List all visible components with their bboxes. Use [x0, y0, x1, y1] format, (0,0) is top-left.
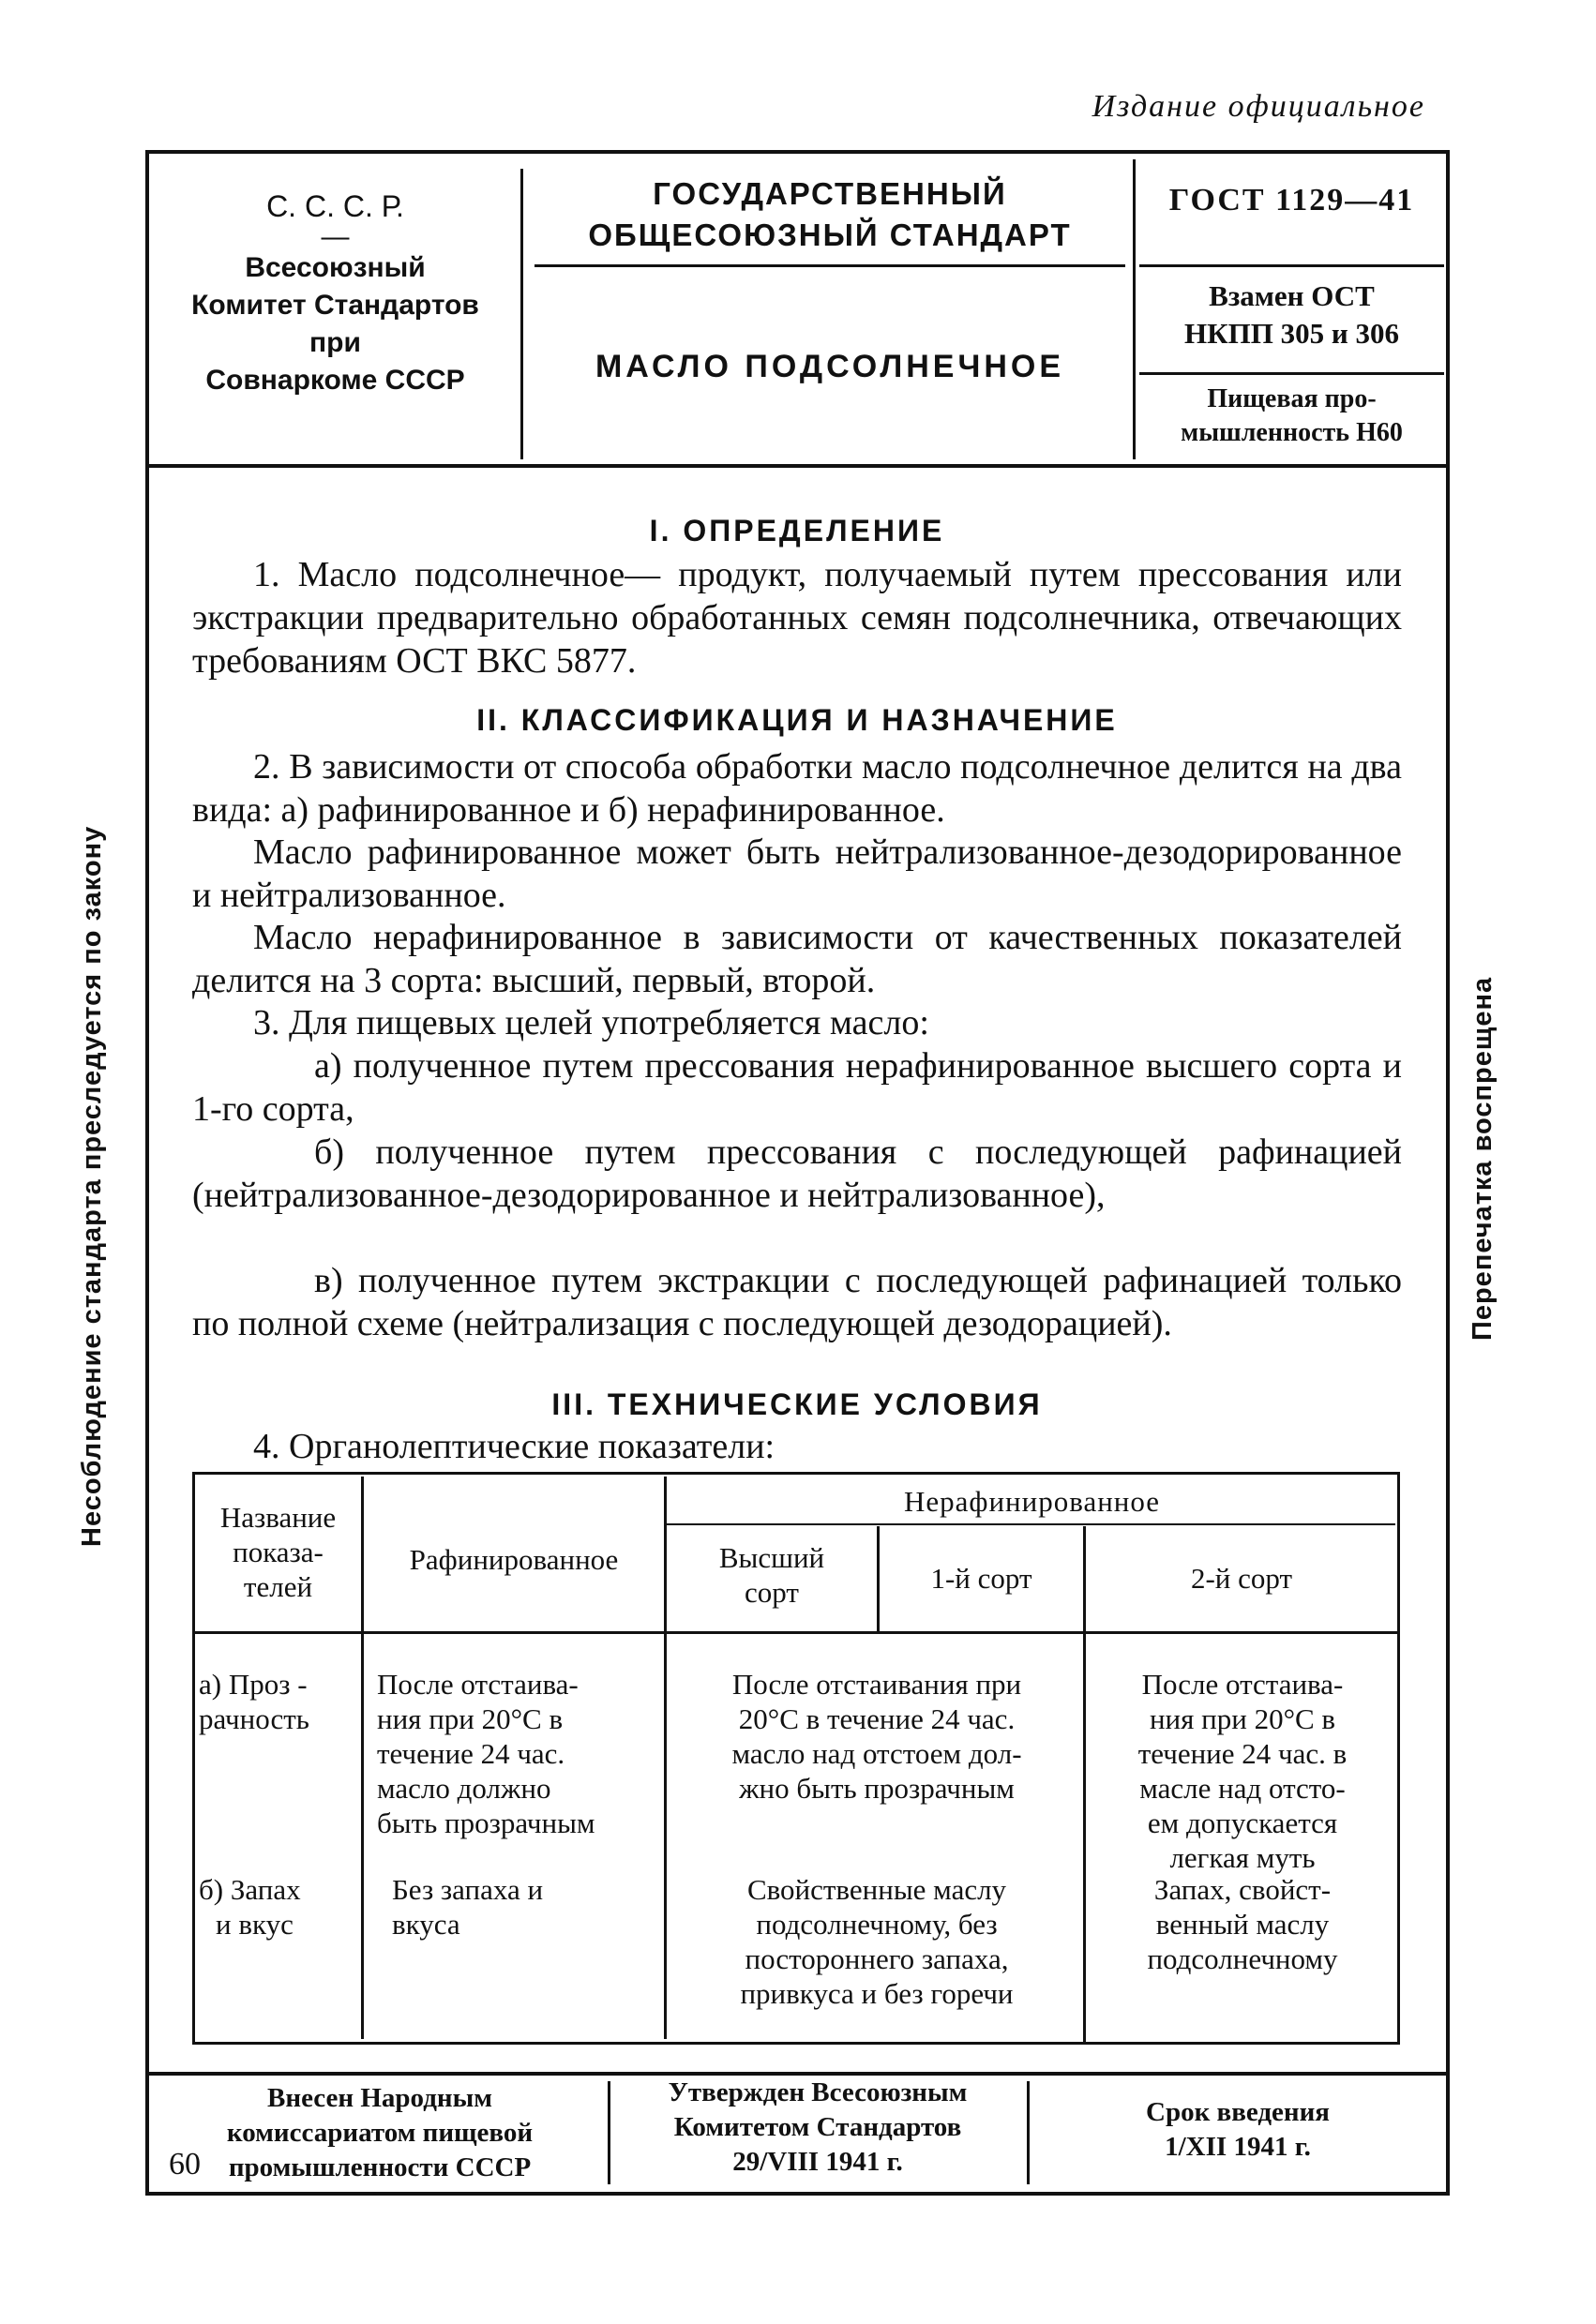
cell-line: Свойственные маслу	[746, 1873, 1007, 1906]
paragraph-3a: а) полученное путем прессования нерафинированное высшего сорта и 1-го сорта,	[192, 1046, 1402, 1129]
paragraph-1: 1. Масло подсолнечное— продукт, получаемый путем прессования или экстракции предварительно обработанных семян подсолнечника, отвечающих требованиям ОСТ ВКС 5877.	[192, 555, 1402, 681]
reprint-notice-margin: Перепечатка воспрещена	[1468, 976, 1498, 1341]
replaces-block	[1139, 277, 1444, 352]
section-heading: II. КЛАССИФИКАЦИЯ И НАЗНАЧЕНИЕ	[476, 703, 1118, 737]
paragraph-2b: Масло рафинированное может быть нейтрализованное-дезодорированное и нейтрализованное.	[192, 832, 1402, 915]
header-line: показа-	[233, 1536, 324, 1568]
row-name-clarity	[199, 1667, 360, 1736]
cell-line: б) Запах	[199, 1873, 301, 1906]
cell-line: быть прозрачным	[377, 1807, 595, 1839]
header-center-rule	[535, 264, 1125, 267]
cell-line: ем допускается	[1147, 1807, 1338, 1839]
header-center-title	[530, 173, 1130, 256]
footer-line: Срок введения	[1146, 2097, 1330, 2127]
cell-line: течение 24 час. в	[1137, 1737, 1348, 1770]
footer-line: 29/VIII 1941 г.	[732, 2147, 903, 2177]
legal-notice-margin: Несоблюдение стандарта преследуется по закону	[77, 825, 107, 1547]
footer-approved	[611, 2076, 1024, 2180]
cell-line: а) Проз -	[199, 1668, 308, 1701]
header-line: сорт	[745, 1576, 799, 1609]
org-line: Всесоюзный	[245, 252, 426, 283]
cell-line: ния при 20°С в	[377, 1702, 564, 1735]
cell-line: 20°С в течение 24 час.	[738, 1702, 1016, 1735]
org-line: Совнаркоме СССР	[205, 365, 465, 396]
org-line: при	[309, 327, 361, 358]
row-smell-grade2	[1088, 1872, 1397, 1976]
edition-label: Издание официальное	[1092, 89, 1425, 124]
industry-line: Пищевая про-	[1207, 384, 1377, 413]
cell-line: легкая муть	[1169, 1841, 1316, 1874]
row-clarity-refined	[377, 1667, 663, 1840]
footer-line: Утвержден Всесоюзным	[668, 2077, 968, 2107]
header-right-rule-1	[1139, 264, 1444, 267]
header-right-rule-2	[1139, 372, 1444, 375]
header-line: телей	[243, 1570, 313, 1603]
cell-line: жно быть прозрачным	[739, 1772, 1015, 1805]
cell-line: масло должно	[377, 1772, 551, 1805]
footer-line: Комитетом Стандартов	[673, 2112, 962, 2142]
page-number: 60	[169, 2147, 201, 2182]
cell-line: венный маслу	[1155, 1908, 1330, 1941]
footer-line: Внесен Народным	[267, 2083, 492, 2113]
dash: —	[321, 221, 350, 252]
header-divider-1	[520, 169, 523, 459]
frame-left-line	[145, 150, 149, 2194]
table-header-bottom-line	[192, 1631, 1400, 1634]
section-heading: I. ОПРЕДЕЛЕНИЕ	[649, 514, 945, 547]
gost-number: ГОСТ 1129—41	[1168, 183, 1415, 217]
cell-line: После отстаивания при	[731, 1668, 1022, 1701]
cell-line: вкуса	[392, 1908, 460, 1941]
cell-line: подсолнечному	[1147, 1942, 1338, 1975]
cell-line: масло над отстоем дол-	[731, 1737, 1022, 1770]
footer-line: 1/XII 1941 г.	[1165, 2132, 1311, 2162]
cell-line: и вкус	[216, 1908, 294, 1941]
row-smell-grades-top-1	[670, 1872, 1083, 2011]
table-col-divider-4	[1083, 1526, 1086, 2042]
row-clarity-grade2	[1088, 1667, 1397, 1875]
country-label: С. С. С. Р.	[266, 189, 404, 223]
cell-line: Без запаха и	[392, 1873, 544, 1906]
table-header-unrefined: Нерафинированное	[903, 1485, 1161, 1518]
cell-line: привкуса и без горечи	[740, 1977, 1014, 2010]
cell-line: После отстаива-	[1141, 1668, 1344, 1701]
replaces-line: Взамен ОСТ	[1209, 279, 1375, 312]
unrefined-header-rule	[664, 1523, 1395, 1525]
footer-divider-1	[608, 2081, 610, 2184]
cell-line: течение 24 час.	[377, 1737, 565, 1770]
footer-divider-2	[1027, 2081, 1030, 2184]
cell-line: Запах, свойст-	[1153, 1873, 1332, 1906]
paragraph-2c: Масло нерафинированное в зависимости от качественных показателей делится на 3 сорта: высший, первый, второй.	[192, 918, 1402, 1000]
section-heading: III. ТЕХНИЧЕСКИЕ УСЛОВИЯ	[551, 1387, 1043, 1421]
paragraph-3c: в) полученное путем экстракции с последующей рафинацией только по полной схеме (нейтрализация с последующей дезодорацией).	[192, 1261, 1402, 1343]
row-clarity-grades-top-1	[670, 1667, 1083, 1806]
table-top-line	[192, 1472, 1400, 1475]
footer-effective	[1031, 2095, 1444, 2165]
cell-line: ния при 20°С в	[1149, 1702, 1336, 1735]
standard-title-line: ГОСУДАРСТВЕННЫЙ	[653, 176, 1007, 211]
footer-bottom-line	[145, 2192, 1450, 2196]
org-line: Комитет Стандартов	[191, 290, 479, 321]
paragraph-3b: б) полученное путем прессования с последующей рафинацией (нейтрализованное-дезодорированное и нейтрализованное),	[192, 1132, 1402, 1215]
replaces-line: НКПП 305 и 306	[1184, 317, 1399, 350]
cell-line: подсолнечному, без	[756, 1908, 998, 1941]
product-title: МАСЛО ПОДСОЛНЕЧНОЕ	[595, 349, 1065, 384]
footer-line: промышленности СССР	[228, 2152, 532, 2182]
table-header-refined: Рафинированное	[409, 1543, 619, 1576]
paragraph-3: 3. Для пищевых целей употребляется масло:	[253, 1003, 929, 1042]
cell-line: После отстаива-	[377, 1668, 579, 1701]
cell-line: рачность	[199, 1702, 309, 1735]
header-line: Название	[219, 1501, 337, 1534]
table-header-grade1: 1-й сорт	[930, 1562, 1032, 1595]
footer-line: комиссариатом пищевой	[226, 2118, 534, 2148]
table-right-line	[1397, 1472, 1400, 2044]
industry-block	[1139, 382, 1444, 450]
paragraph-2: 2. В зависимости от способа обработки масло подсолнечное делится на два вида: а) рафинированное и б) нерафинированное.	[192, 747, 1402, 830]
cell-line: постороннего запаха,	[745, 1942, 1009, 1975]
header-divider-2	[1133, 159, 1136, 459]
footer-introduced	[155, 2081, 605, 2185]
paragraph-4: 4. Органолептические показатели:	[253, 1427, 775, 1466]
table-header-grade2: 2-й сорт	[1190, 1562, 1293, 1595]
industry-line: мышленность Н60	[1181, 418, 1403, 447]
table-bottom-line	[192, 2042, 1400, 2045]
frame-top-line	[145, 150, 1450, 154]
standard-title-line: ОБЩЕСОЮЗНЫЙ СТАНДАРТ	[588, 217, 1072, 252]
header-bottom-line	[145, 464, 1450, 468]
header-line: Высший	[718, 1541, 825, 1574]
table-header-name	[195, 1500, 361, 1604]
row-name-smell	[199, 1872, 360, 1942]
frame-right-line	[1446, 150, 1450, 2194]
table-header-top-grade	[667, 1540, 877, 1610]
header-left-block	[155, 187, 516, 399]
cell-line: масле над отсто-	[1139, 1772, 1346, 1805]
row-smell-refined	[392, 1872, 664, 1942]
